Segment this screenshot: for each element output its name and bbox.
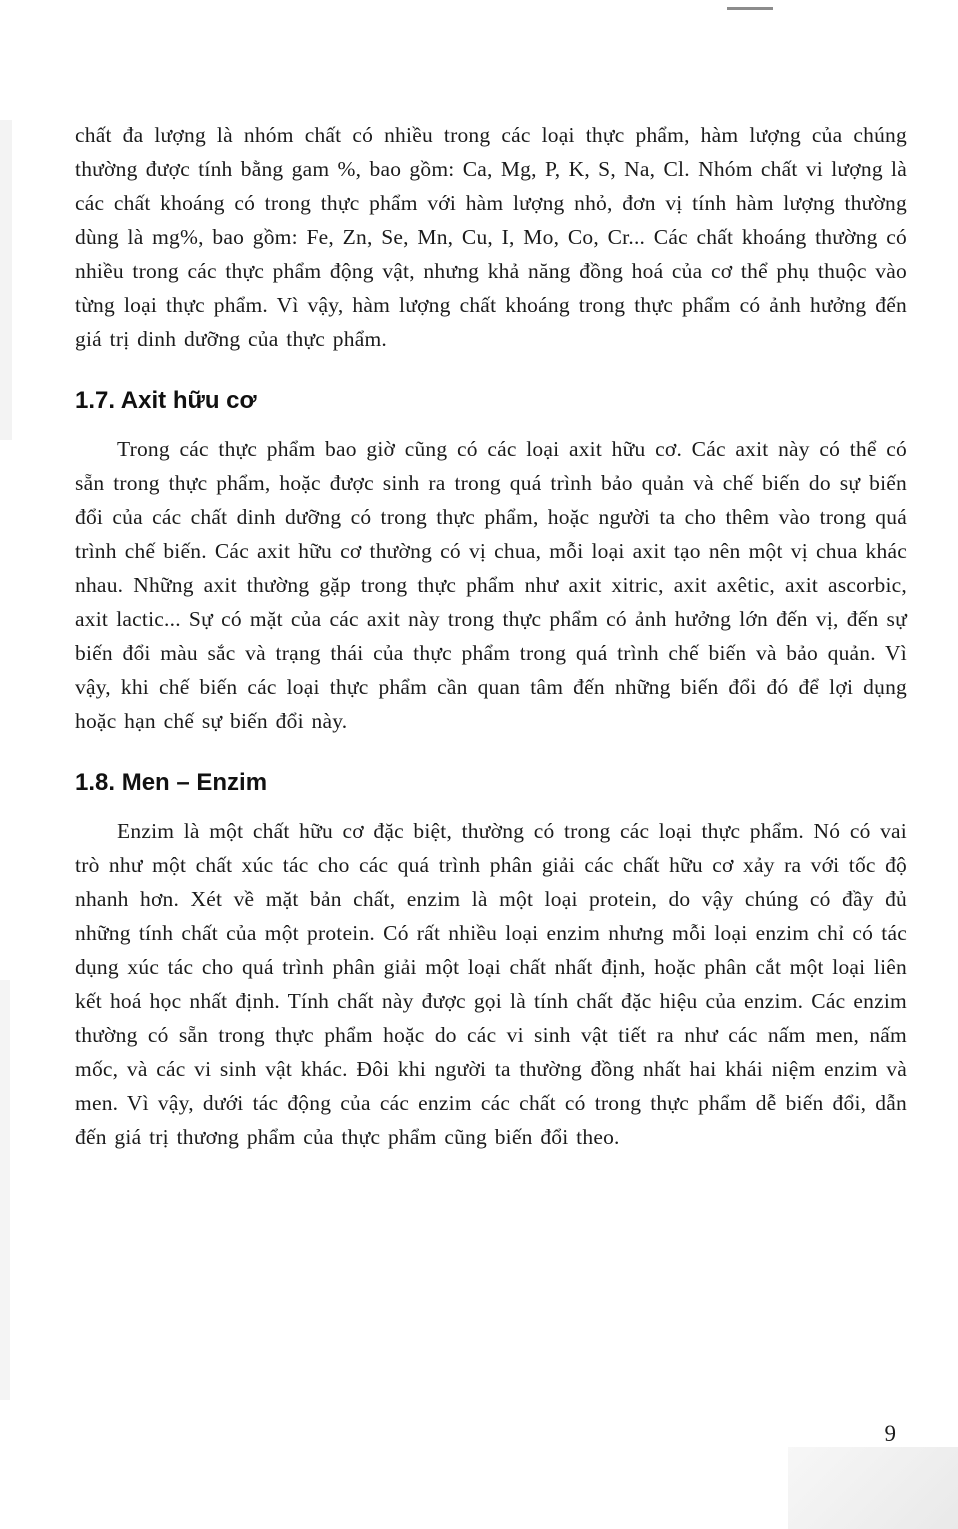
scan-artifact-line xyxy=(727,7,773,10)
scan-artifact-left-strip xyxy=(0,120,12,440)
scan-artifact-left-strip xyxy=(0,980,10,1400)
paragraph-enzymes: Enzim là một chất hữu cơ đặc biệt, thường có trong các loại thực phẩm. Nó có vai trò như một chất xúc tác cho các quá trình phân giải các chất hữu cơ xảy ra với tốc độ nhanh hơn. Xét về mặt bản chất, enzim là một loại protein, do vậy chúng có đầy đủ những tính chất của một protein. Có rất nhiều loại enzim nhưng mỗi loại enzim chỉ có tác dụng xúc tác cho quá trình phân giải một loại chất nhất định, hoặc phân cắt một loại liên kết hoá học nhất định. Tính chất này được gọi là tính chất đặc hiệu của enzim. Các enzim thường có sẵn trong thực phẩm hoặc do các vi sinh vật tiết ra như các nấm men, nấm mốc, và các vi sinh vật khác. Đôi khi người ta thường đồng nhất hai khái niệm enzim và men. Vì vậy, dưới tác động của các enzim các chất có trong thực phẩm dễ biến đổi, dẫn đến giá trị thương phẩm của thực phẩm cũng biến đổi theo. xyxy=(75,819,907,1149)
text-block xyxy=(75,118,907,1154)
paragraph-minerals: chất đa lượng là nhóm chất có nhiều trong các loại thực phẩm, hàm lượng của chúng thường được tính bằng gam %, bao gồm: Ca, Mg, P, K, S, Na, Cl. Nhóm chất vi lượng là các chất khoáng có trong thực phẩm với hàm lượng nhỏ, đơn vị tính hàm lượng thường dùng là mg%, bao gồm: Fe, Zn, Se, Mn, Cu, I, Mo, Co, Cr... Các chất khoáng thường có nhiều trong các thực phẩm động vật, nhưng khả năng đồng hoá của cơ thể phụ thuộc vào từng loại thực phẩm. Vì vậy, hàm lượng chất khoáng trong thực phẩm có ảnh hưởng đến giá trị dinh dưỡng của thực phẩm. xyxy=(75,123,907,351)
scan-artifact-shadow xyxy=(788,1447,958,1529)
page-number: 9 xyxy=(884,1421,896,1446)
heading-1-7-axit-huu-co: 1.7. Axit hữu cơ xyxy=(75,387,257,414)
paragraph-organic-acids: Trong các thực phẩm bao giờ cũng có các loại axit hữu cơ. Các axit này có thể có sẵn trong thực phẩm, hoặc được sinh ra trong quá trình bảo quản và chế biến do sự biến đổi của các chất dinh dưỡng có trong thực phẩm, hoặc người ta cho thêm vào trong quá trình chế biến. Các axit hữu cơ thường có vị chua, mỗi loại axit tạo nên một vị chua khác nhau. Những axit thường gặp trong thực phẩm như axit xitric, axit axêtic, axit ascorbic, axit lactic... Sự có mặt của các axit này trong thực phẩm có ảnh hưởng lớn đến vị, đến sự biến đổi màu sắc và trạng thái của thực phẩm trong quá trình chế biến và bảo quản. Vì vậy, khi chế biến các loại thực phẩm cần quan tâm đến những biến đổi đó để lợi dụng hoặc hạn chế sự biến đổi này. xyxy=(75,437,907,733)
heading-1-8-men-enzim: 1.8. Men – Enzim xyxy=(75,769,268,796)
